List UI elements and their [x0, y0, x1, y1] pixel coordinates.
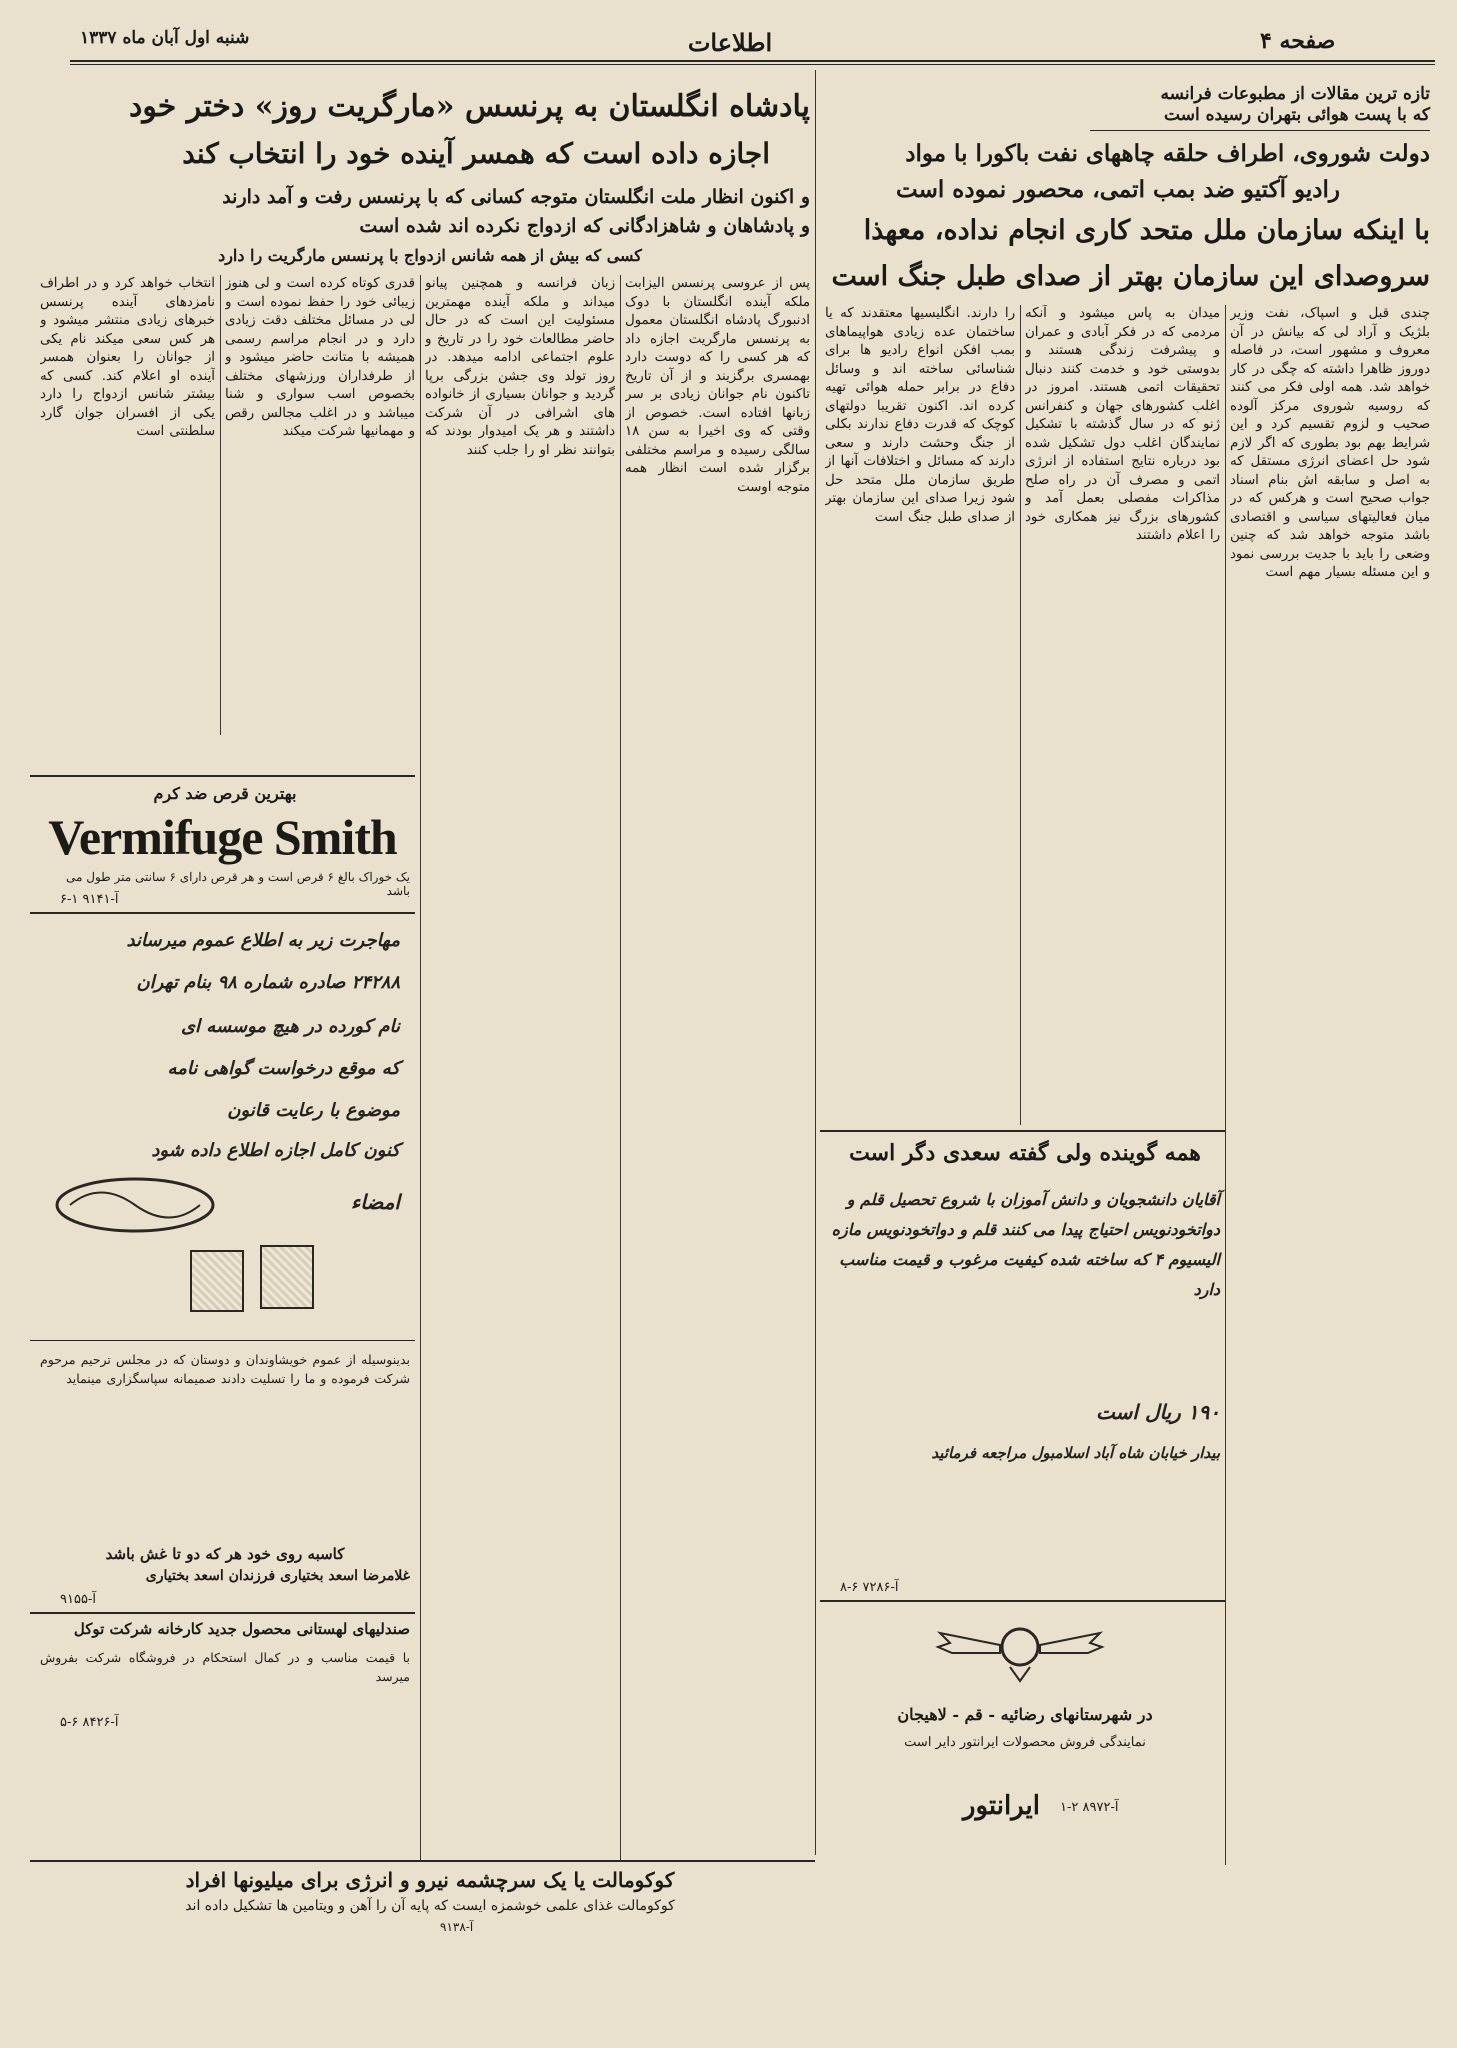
handwritten-notice [30, 920, 415, 1320]
right-headline-3: با اینکه سازمان ملل متحد کاری انجام نداده، معهذا [863, 215, 1430, 246]
column-rule [1020, 305, 1021, 1125]
article-column-3: را دارند. انگلیسیها معتقدند که یا ساختمان عده زیادی هواپیماهای بمب افکن انواع رادیو ها برای شناسائی ساخته اند و وسائل دفاع در برابر حمله هوائی تهیه کرده اند. اکنون تقریبا دولتهای کوچک که قدرت دفاع ندارند بکلی از جنگ وحشت دارند و سعی دارند که مسائل و اختلافات آنها از طریق سازمان ملل متحد حل شود زیرا صدای این سازمان بهتر از صدای طبل جنگ است [825, 306, 1015, 525]
left-headline-1: پادشاه انگلستان به پرنسس «مارگریت روز» دختر خود [128, 89, 810, 124]
iran-ad-body: نمایندگی فروش محصولات ایرانتور دایر است [904, 1735, 1146, 1750]
bottom-ad-code: آ-۹۱۳۸ [440, 1920, 474, 1934]
vermifuge-body: یک خوراک بالغ ۶ قرص است و هر قرص دارای ۶ سانتی متر طول می باشد [65, 870, 410, 898]
bottom-ad-rule [30, 1860, 815, 1862]
ad-rule [30, 912, 415, 914]
revenue-stamp [190, 1250, 244, 1312]
boxes-ad-body: با قیمت مناسب و در کمال استحکام در فروشگاه شرکت بفروش میرسد [40, 1650, 410, 1684]
writing-ad-code: آ-۷۲۸۶ ۶-۸ [840, 1580, 899, 1595]
ad-rule [820, 1130, 1225, 1132]
writing-ad-title: همه گوینده ولی گفته سعدی دگر است [849, 1140, 1201, 1166]
notice-line-1: مهاجرت زیر به اطلاع عموم میرساند [126, 930, 400, 951]
writing-ad-body: آقایان دانشجویان و دانش آموزان با شروع تحصیل قلم و دواتخودنویس احتیاج پیدا می کنند قلم و دواتخودنویس مازه الیسیوم ۴ که ساخته شده کیفیت مرغوب و قیمت مناسب دارد [831, 1190, 1220, 1299]
writing-ad-address: بیدار خیابان شاه آباد اسلامبول مراجعه فرمائید [931, 1444, 1220, 1462]
notice-signature: امضاء [350, 1190, 400, 1214]
winged-emblem [930, 1615, 1110, 1685]
note-rule [1090, 130, 1430, 131]
paper-name: اطلاعات [687, 28, 773, 57]
article-column-6: قدری کوتاه کرده است و لی هنوز زیبائی خود را حفظ نموده است و لی در مسائل مختلف دقت زیادی دارد و در انجام مراسم رسمی همیشه با متانت حاضر میشود و از طرفداران ورزشهای مختلف بخصوص اسب سواری و شنا میباشد و در اغلب مجالس رقص و مهمانیها شرکت میکند [225, 276, 415, 439]
revenue-stamp [260, 1245, 314, 1309]
left-deck-2: و پادشاهان و شاهزادگانی که ازدواج نکرده اند شده است [359, 215, 810, 237]
bottom-ad-subtitle: کوکومالت غذای علمی خوشمزه ایست که پایه آن را آهن و ویتامین ها تشکیل داده اند [185, 1898, 675, 1914]
boxes-ad-code: آ-۸۴۲۶ ۶-۵ [60, 1715, 119, 1730]
scribble-mark [50, 1170, 220, 1240]
boxes-ad-title: صندلیهای لهستانی محصول جدید کارخانه شرکت توکل [73, 1620, 410, 1638]
bottom-ad-title: کوکومالت یا یک سرچشمه نیرو و انرژی برای میلیونها افراد [185, 1868, 675, 1892]
left-deck-3: کسی که بیش از همه شانس ازدواج با پرنسس مارگریت را دارد [218, 246, 642, 265]
right-headline-1: دولت شوروی، اطراف حلقه چاههای نفت باکورا با مواد [905, 140, 1430, 167]
iran-ad-brand: ایرانتور [962, 1791, 1040, 1821]
family-notice-signer: غلامرضا اسعد بختیاری فرزندان اسعد بختیاری [145, 1568, 410, 1584]
family-notice-body: بدینوسیله از عموم خویشاوندان و دوستان که در مجلس ترحیم مرحوم شرکت فرموده و ما را تسلیت دادند صمیمانه سپاسگزاری مینماید [40, 1352, 410, 1386]
masthead-rule-thin [70, 64, 1435, 65]
vermifuge-tagline: بهترین قرص ضد کرم [153, 784, 297, 803]
vermifuge-brand: Vermifuge Smith [48, 809, 397, 865]
top-note: تازه ترین مقالات از مطبوعات فرانسه که با پست هوائی بتهران رسیده است [1160, 84, 1430, 126]
article-column-2: میدان به پاس میشود و آنکه مردمی که در فکر آبادی و عمران و پیشرفت زندگی هستند و بدوستی خود و خدمت کنند دنبال تحقیقات اتمی هستند. امروز در اغلب کشورهای جهان و کنفرانس ژنو که در سال گذشته با تشکیل نمایندگان اغلب دول تشکیل شده بود درباره نتایج استفاده از انرژی اتمی و مصرف آن در راه صلح مذاکرات مفصلی بعمل آمد و کشورهای بزرگ نیز همکاری خود را اعلام داشتند [1025, 306, 1220, 543]
writing-ad-price: ۱۹۰ ریال است [1096, 1400, 1220, 1424]
right-headline-2: رادیو آکتیو ضد بمب اتمی، محصور نموده است [896, 176, 1340, 203]
family-notice-code: آ-۹۱۵۵ [60, 1592, 96, 1607]
notice-line-3: نام کورده در هیچ موسسه ای [180, 1016, 400, 1037]
notice-rule [30, 1340, 415, 1341]
article-column-7: انتخاب خواهد کرد و در اطراف نامزدهای آینده پرنسس خبرهای زیادی منتشر میشود و هر کس سعی میکند نام یکی از جوانان را بعنوان همسر آینده او اعلام کند. کسی که بیشتر شانس ازدواج را دارد یکی از افسران جوان گارد سلطنتی است [40, 276, 215, 439]
iran-ad-title: در شهرستانهای رضائیه - قم - لاهیجان [897, 1705, 1153, 1724]
iran-ad-code: آ-۸۹۷۲ ۲-۱ [1060, 1800, 1119, 1815]
notice-line-5: موضوع با رعایت قانون [227, 1100, 400, 1121]
column-rule [620, 275, 621, 1860]
center-divider [815, 70, 816, 1855]
ad-rule [820, 1600, 1225, 1602]
left-deck-1: و اکنون انظار ملت انگلستان متوجه کسانی که با پرنسس رفت و آمد دارند [222, 186, 810, 208]
column-rule [420, 275, 421, 1860]
column-rule [220, 275, 221, 735]
ad-rule [30, 1612, 415, 1614]
article-column-4: پس از عروسی پرنسس الیزابت ملکه آینده انگلستان با دوک ادنبورگ پادشاه انگلستان معمول به پرنسس مارگریت اجازه داد که هر کسی را که دوست دارد بهمسری برگزیند و از آن تاریخ تاکنون نام جوانان زیادی بر سر زبانها افتاده است. خصوص از وقتی که وی اخیرا به سن ۱۸ سالگی رسیده و مراسم مختلفی برگزار شده است انظار همه متوجه اوست [625, 276, 810, 495]
column-rule [1225, 305, 1226, 1865]
notice-line-6: کنون کامل اجازه اطلاع داده شود [151, 1140, 400, 1161]
issue-date: شنبه اول آبان ماه ۱۳۳۷ [80, 28, 250, 48]
ad-rule [30, 775, 415, 777]
family-notice-closing: کاسبه روی خود هر که دو تا غش باشد [105, 1545, 345, 1563]
left-headline-2: اجازه داده است که همسر آینده خود را انتخاب کند [182, 137, 770, 170]
page-number: صفحه ۴ [1260, 28, 1336, 54]
article-column-1: چندی قبل و اسپاک، نفت وزیر بلژیک و آراد لی که بیانش در آن معروف و مشهور است، در فاصله دوروز ظاهرا داشته که چگی در کار خواهد شد. همه اولی فکر می کنند که روسیه شوروی مرکز آلوده صحیب و لزوم تقسیم کرد و این شرایط بهم بود بطوری که اگر لازم شود حل اعضای انرژی مستقل که به اصل و سابقه اش بنام اسناد جواب صحیح است و هرکس که در میان فعالیتهای سیاسی و اقتصادی باشد متوجه خواهد شد که چنین وضعی را باید با جدیت بررسی نمود و این مسئله بسیار مهم است [1230, 306, 1430, 580]
right-headline-4: سروصدای این سازمان بهتر از صدای طبل جنگ است [831, 261, 1430, 292]
article-column-5: زبان فرانسه و همچنین پیانو میداند و ملکه آینده مهمترین مسئولیت این است که در حال حاضر مطالعات خود را در تاریخ و علوم اجتماعی ادامه میدهد. در روز تولد وی جشن بزرگی برپا گردید و جوانان بسیاری از خانواده های اشرافی در آن شرکت داشتند و هر یک امیدوار بودند که بتوانند نظر او را جلب کنند [425, 276, 615, 458]
notice-line-2: ۲۴۲۸۸ صادره شماره ۹۸ بنام تهران [136, 972, 400, 993]
vermifuge-code: آ-۹۱۴۱ ۱-۶ [60, 892, 119, 907]
masthead-rule [70, 60, 1435, 62]
notice-line-4: که موقع درخواست گواهی نامه [167, 1058, 400, 1079]
